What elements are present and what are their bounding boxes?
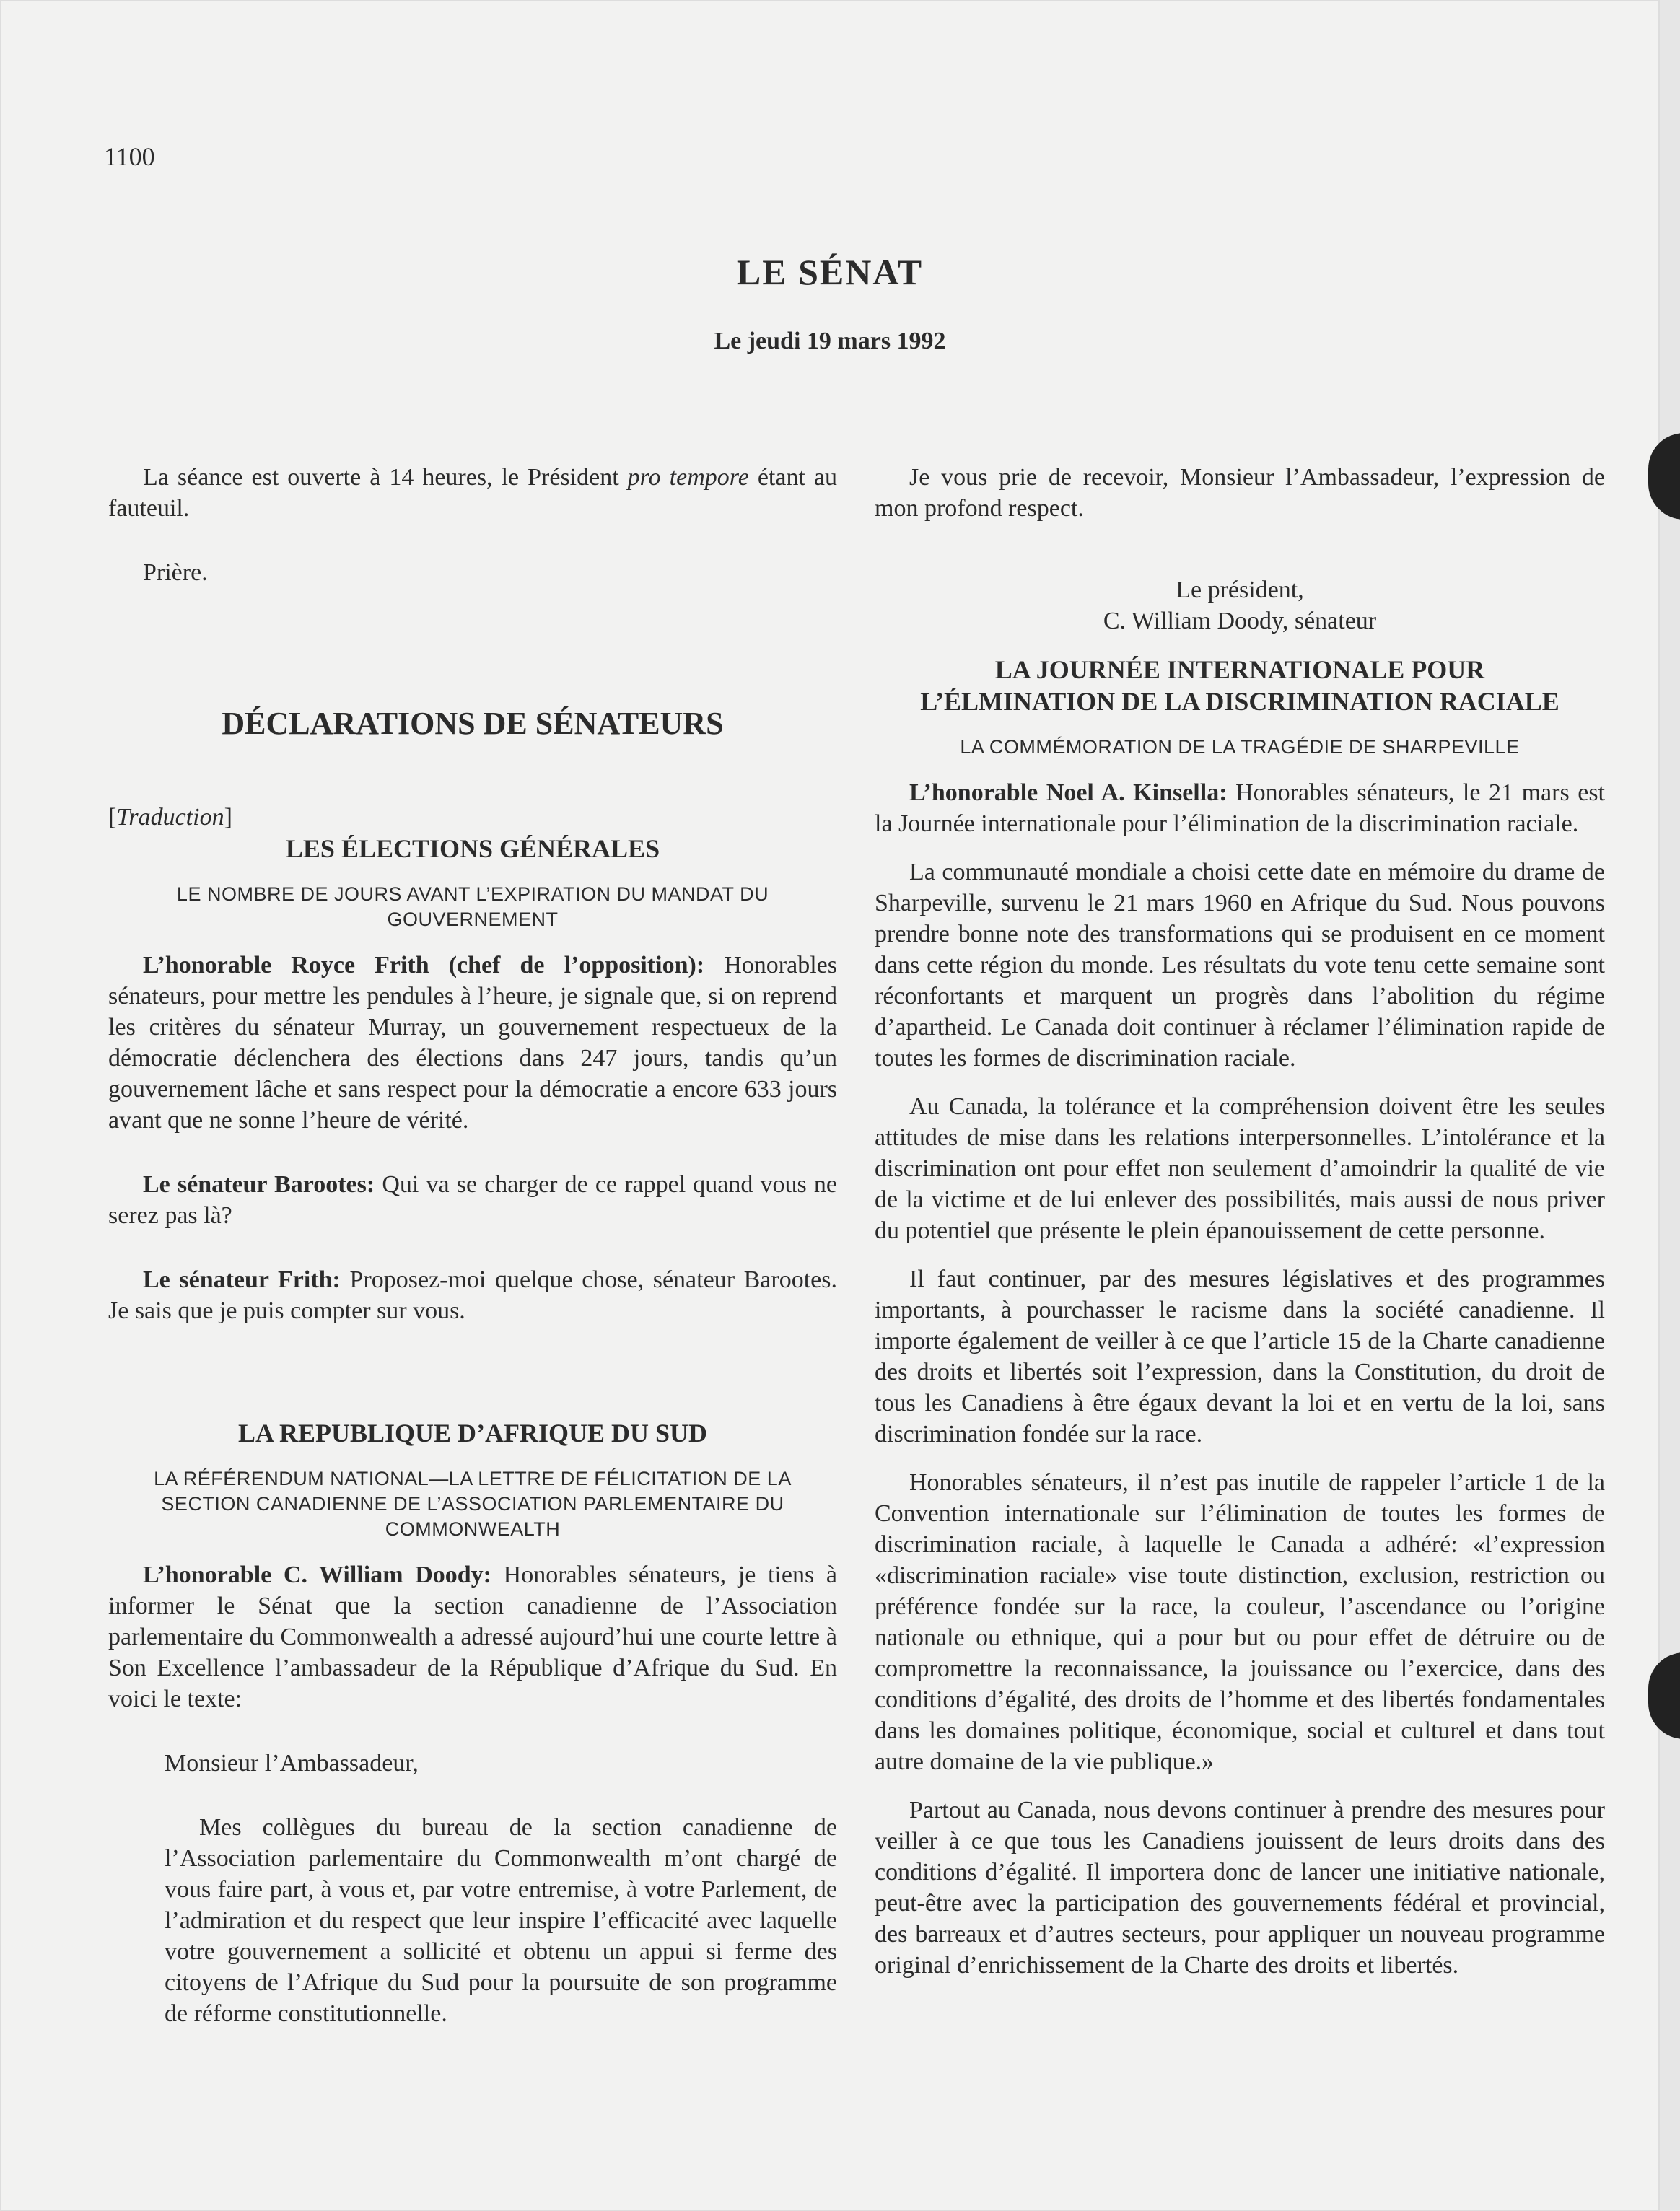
paragraph-charte: Il faut continuer, par des mesures législatives et des programmes importants, à pourchasser le racisme dans la société canadienne. Il importe également de veiller à ce que l’article 15 de la Charte canadienne des droits et libertés soit l’expression, dans la Constitution, du droit de tous les Canadiens à être égaux devant la loi et en vertu de la loi, sans discrimination fondée sur la race. [875, 1266, 1605, 1448]
paragraph-sharpeville: La communauté mondiale a choisi cette date en mémoire du drame de Sharpeville, survenu le 21 mars 1960 en Afrique du Sud. Nous pouvons prendre bonne note des transformations qui se produisent en ce moment dans cette région du monde. Les résultats du vote tenu cette semaine sont réconfortants et marquent un progrès dans l’abolition du régime d’apartheid. Le Canada doit continuer à réclamer l’élimination rapide de toutes les formes de discrimination raciale. [875, 859, 1605, 1072]
speaker-doody: L’honorable C. William Doody: [143, 1562, 491, 1588]
heading-elections: LES ÉLECTIONS GÉNÉRALES [285, 834, 660, 863]
right-column [875, 462, 1605, 1981]
speaker-frith-2: Le sénateur Frith: [143, 1266, 341, 1293]
right-margin [1660, 0, 1680, 2211]
caption-afrique-du-sud: LA RÉFÉRENDUM NATIONAL—LA LETTRE DE FÉLICITATION DE LA SECTION CANADIENNE DE L’ASSOCIATION PARLEMENTAIRE DU COMMONWEALTH [154, 1468, 792, 1540]
opening-emphasis: pro tempore [627, 464, 749, 491]
letter-body: Mes collègues du bureau de la section canadienne de l’Association parlementaire du Commonwealth m’ont chargé de vous faire part, à vous et, par votre entremise, à votre Parlement, de l’admiration et du respect que leur inspire l’efficacité avec laquelle votre gouvernement a sollicité et obtenu un appui si ferme des citoyens de l’Afrique du Sud pour la poursuite de son programme de réforme constitutionnelle. [165, 1814, 837, 2027]
traduction-note: [Traduction] [108, 804, 232, 831]
session-date: Le jeudi 19 mars 1992 [714, 328, 946, 354]
letter-salutation: Monsieur l’Ambassadeur, [165, 1750, 419, 1777]
paragraph-convention: Honorables sénateurs, il n’est pas inutile de rappeler l’article 1 de la Convention internationale sur l’élimination de toutes les formes de discrimination raciale, à laquelle le Canada a adhéré: «l’expression «discrimination raciale» vise toute distinction, exclusion, restriction ou préférence fondée sur la race, la couleur, l’ascendance ou l’origine nationale ou ethnique, qui a pour but ou pour effet de détruire ou de compromettre la reconnaissance, la jouissance ou l’exercice, dans des conditions d’égalité, des droits de l’homme et des libertés fondamentales dans les domaines politique, économique, social et culturel et dans tout autre domaine de la vie publique.» [875, 1469, 1605, 1775]
page-number: 1100 [104, 142, 155, 171]
caption-elections: LE NOMBRE DE JOURS AVANT L’EXPIRATION DU MANDAT DU GOUVERNEMENT [176, 883, 769, 930]
speaker-barootes: Le sénateur Barootes: [143, 1171, 375, 1198]
frith-reply: Le sénateur Frith: Proposez-moi quelque chose, sénateur Barootes. Je sais que je puis compter sur vous. [108, 1266, 837, 1324]
heading-afrique-du-sud: LA REPUBLIQUE D’AFRIQUE DU SUD [237, 1419, 708, 1448]
priere: Prière. [143, 559, 208, 586]
caption-sharpeville: LA COMMÉMORATION DE LA TRAGÉDIE DE SHARPEVILLE [960, 736, 1520, 758]
signature-title: Le président, [1176, 577, 1304, 603]
doody-statement: L’honorable C. William Doody: Honorables sénateurs, je tiens à informer le Sénat que la section canadienne de l’Association parlementaire du Commonwealth a adressé aujourd’hui une courte lettre à Son Excellence l’ambassadeur de la République d’Afrique du Sud. En voici le texte: [108, 1562, 837, 1712]
speaker-frith: L’honorable Royce Frith (chef de l’opposition): [143, 952, 705, 978]
paragraph-initiative: Partout au Canada, nous devons continuer à prendre des mesures pour veiller à ce que tous les Canadiens jouissent de leurs droits dans des conditions d’égalité. Il importera donc de lancer une initiative nationale, peut-être avec la participation des gouvernements fédéral et provincial, des barreaux et d’autres secteurs, pour appliquer un nouveau programme original d’enrichissement de la Charte des droits et libertés. [875, 1797, 1605, 1979]
frith-statement: L’honorable Royce Frith (chef de l’opposition): Honorables sénateurs, pour mettre les pendules à l’heure, je signale que, si on reprend les critères du sénateur Murray, un gouvernement respectueux de la démocratie déclenchera des élections dans 247 jours, tandis qu’un gouvernement lâche et sans respect pour la démocratie a encore 633 jours avant que ne sonne l’heure de vérité. [108, 952, 837, 1134]
opening-paragraph: La séance est ouverte à 14 heures, le Président pro tempore étant au fauteuil. [108, 464, 837, 522]
page-title: LE SÉNAT [736, 252, 924, 292]
kinsella-statement: L’honorable Noel A. Kinsella: Honorables sénateurs, le 21 mars est la Journée internationale pour l’élimination de la discrimination raciale. [875, 779, 1605, 837]
letter-closing: Je vous prie de recevoir, Monsieur l’Ambassadeur, l’expression de mon profond respect. [875, 464, 1605, 522]
barootes-statement: Le sénateur Barootes: Qui va se charger de ce rappel quand vous ne serez pas là? [108, 1171, 838, 1229]
paragraph-tolerance: Au Canada, la tolérance et la compréhension doivent être les seules attitudes de mise dans les relations interpersonnelles. L’intolérance et la discrimination ont pour effet non seulement d’amoindrir la qualité de vie de la victime et de lui enlever des possibilités, mais aussi de nous priver du potentiel que présente le plein épanouissement de cette personne. [875, 1093, 1605, 1244]
heading-journee-2: L’ÉLMINATION DE LA DISCRIMINATION RACIALE [920, 687, 1559, 716]
left-column [108, 462, 837, 2029]
signature-name: C. William Doody, sénateur [1103, 608, 1377, 634]
speaker-kinsella: L’honorable Noel A. Kinsella: [909, 779, 1228, 806]
section-title-declarations: DÉCLARATIONS DE SÉNATEURS [222, 706, 724, 741]
heading-journee-1: LA JOURNÉE INTERNATIONALE POUR [994, 655, 1485, 684]
